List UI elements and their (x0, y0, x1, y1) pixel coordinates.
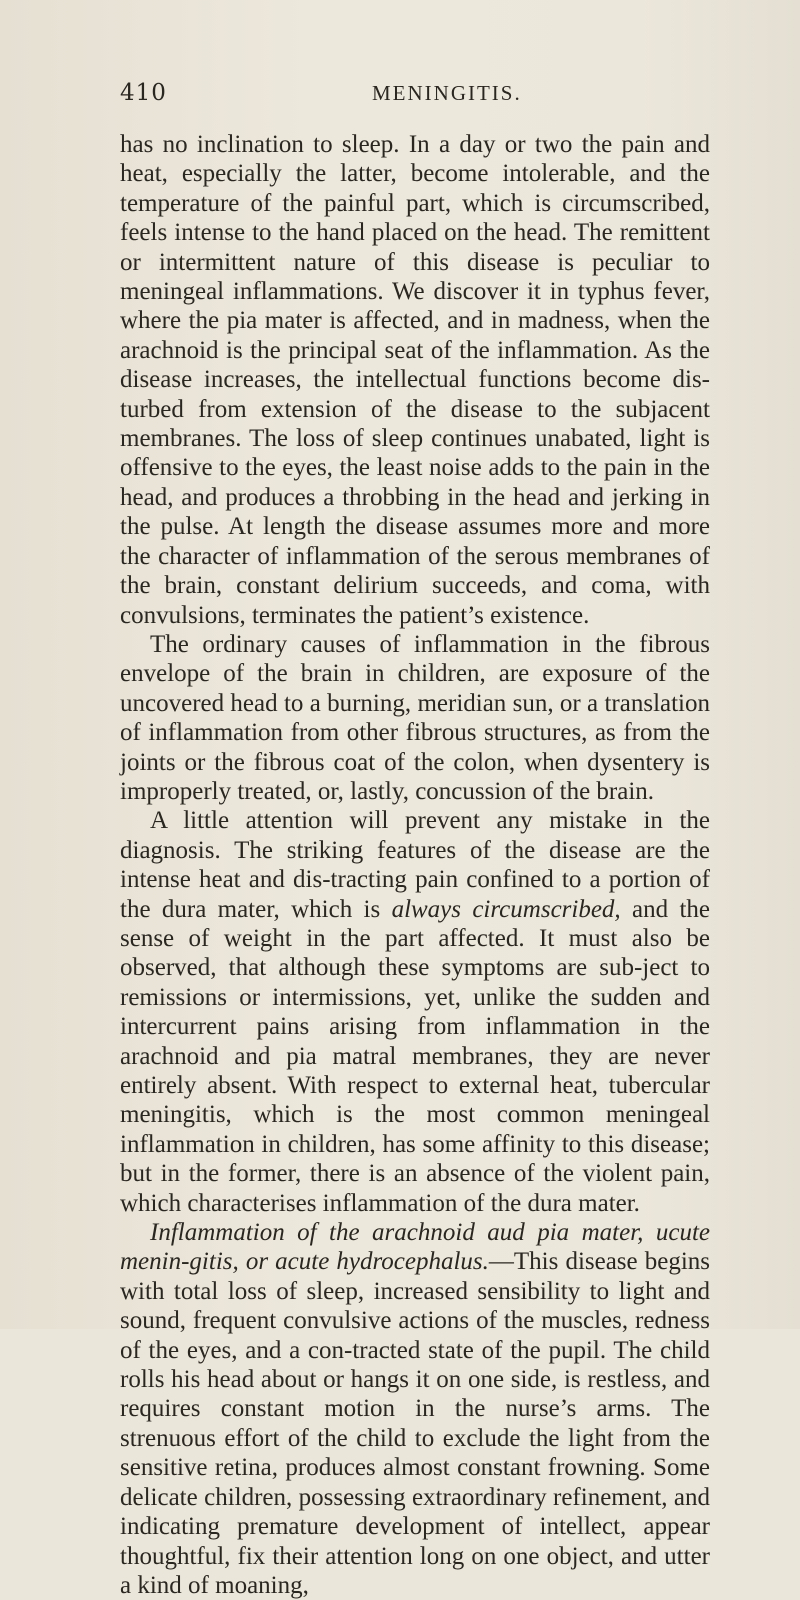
paragraph-text: A little attention will prevent any mistake in the diagnosis. The striking features of the disease are the intense heat and dis-tracting pain confined to a portion of the dura mater, which is (120, 807, 710, 923)
page-number: 410 (120, 80, 167, 106)
paragraph-2 (120, 630, 710, 806)
paragraph-3 (120, 806, 710, 1218)
emphasis-text: always circumscribed, (391, 895, 621, 923)
paragraph-text: and the sense of weight in the part affected. It must also be observed, that although these symptoms are sub-ject to remissions or intermissions, yet, unlike the sudden and intercurrent pains arising from inflammation in the arachnoid and pia matral membranes, they are never entirely absent. With respect to external heat, tubercular meningitis, which is the most common meningeal inflammation in children, has some affinity to this disease; but in the former, there is an absence of the violent pain, which characterises inflammation of the dura mater. (120, 895, 710, 1217)
paragraph-text: The ordinary causes of inflammation in the fibrous envelope of the brain in children, are exposure of the uncovered head to a burning, meridian sun, or a translation of inflammation from other fibrous structures, as from the joints or the fibrous coat of the colon, when dysentery is improperly treated, or, lastly, concussion of the brain. (120, 630, 710, 805)
paragraph-4 (120, 1218, 710, 1600)
section-heading-italic: Inflammation of the arachnoid aud pia mater, ucute menin-gitis, or acute hydrocephalus. (120, 1219, 710, 1276)
body-text (120, 130, 710, 1600)
paragraph-text: —This disease begins with total loss of sleep, increased sensibility to light and sound, frequent convulsive actions of the muscles, redness of the eyes, and a con-tracted state of the pupil. The child rolls his head about or hangs it on one side, is restless, and requires constant motion in the nurse’s arms. The strenuous effort of the child to exclude the light from the sensitive retina, produces almost constant frowning. Some delicate children, possessing extraordinary refinement, and indicating premature development of intellect, appear thoughtful, fix their attention long on one object, and utter a kind of moaning, (120, 1248, 710, 1599)
paragraph-text: has no inclination to sleep. In a day or two the pain and heat, especially the latter, become intolerable, and the temperature of the painful part, which is circumscribed, feels intense to the hand placed on the head. The remittent or intermittent nature of this disease is peculiar to meningeal inflammations. We discover it in typhus fever, where the pia mater is affected, and in madness, when the arachnoid is the principal seat of the inflammation. As the disease increases, the intellectual functions become dis-turbed from extension of the disease to the subjacent membranes. The loss of sleep continues unabated, light is offensive to the eyes, the least noise adds to the pain in the head, and produces a throbbing in the head and jerking in the pulse. At length the disease assumes more and more the character of inflammation of the serous membranes of the brain, constant delirium succeeds, and coma, with convulsions, terminates the patient’s existence. (120, 131, 710, 629)
running-head: MENINGITIS. (372, 81, 522, 105)
paragraph-1 (120, 130, 710, 630)
page-header (120, 80, 710, 112)
